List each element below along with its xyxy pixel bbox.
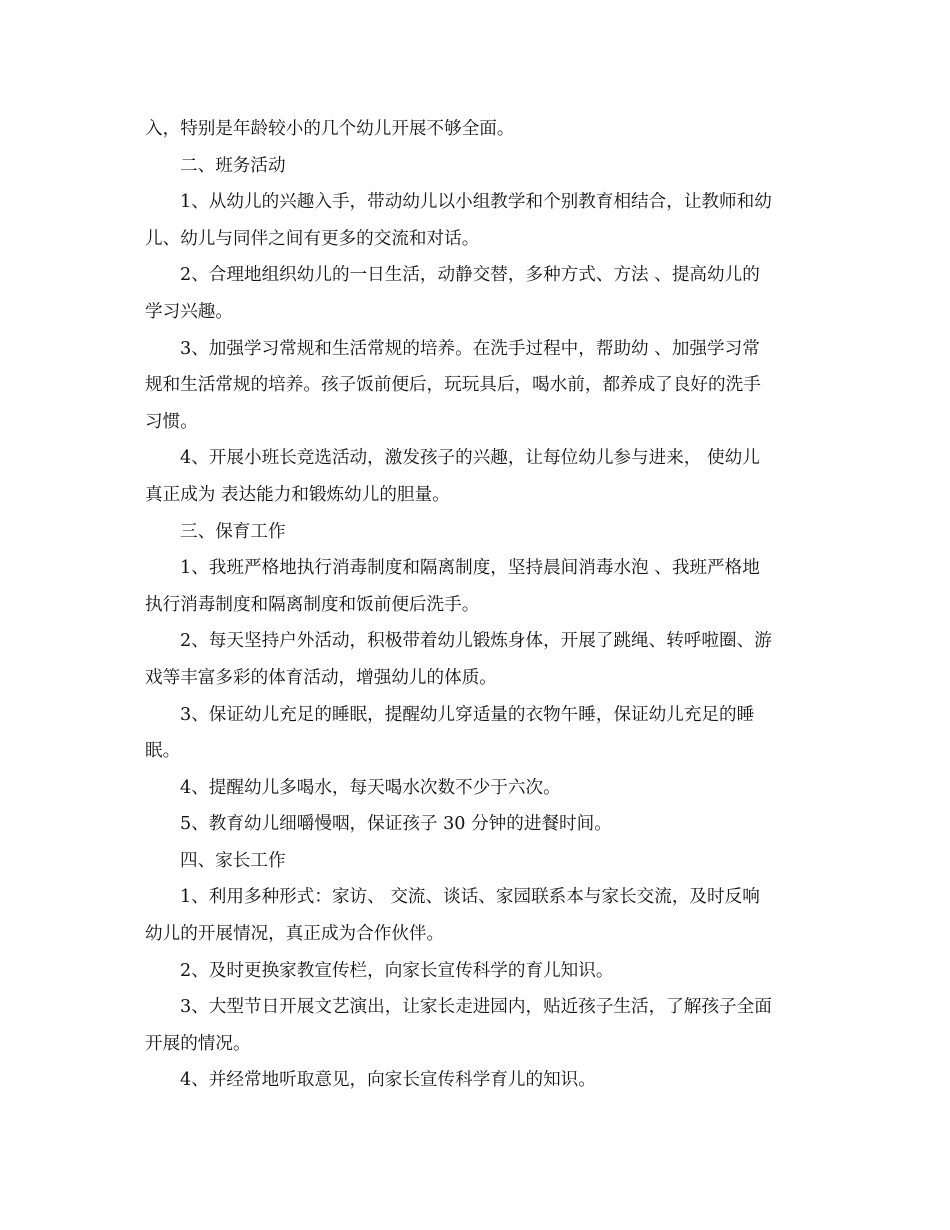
text-line-16: 戏等丰富多彩的体育活动，增强幼儿的体质。 (145, 667, 497, 688)
section-heading-banwu: 二、班务活动 (180, 155, 286, 176)
text-line-7: 3、加强学习常规和生活常规的培养。在洗手过程中，帮助幼 、加强学习常 (180, 338, 760, 359)
text-line-15: 2、每天坚持户外活动，积极带着幼儿锻炼身体，开展了跳绳、转呼啦圈、游 (180, 631, 772, 652)
text-line-9: 习惯。 (145, 411, 198, 432)
document-body (145, 111, 810, 1099)
text-line-19: 4、提醒幼儿多喝水，每天喝水次数不少于六次。 (180, 777, 561, 798)
text-line-23: 幼儿的开展情况，真正成为合作伙伴。 (145, 924, 445, 945)
text-line-27: 4、并经常地听取意见，向家长宣传科学育儿的知识。 (180, 1070, 596, 1091)
text-line-18: 眠。 (145, 741, 181, 762)
text-line-24: 2、及时更换家教宣传栏，向家长宣传科学的育儿知识。 (180, 960, 614, 981)
text-line-13: 1、我班严格地执行消毒制度和隔离制度，坚持晨间消毒水泡 、我班严格地 (180, 558, 760, 579)
text-line-10: 4、开展小班长竞选活动，激发孩子的兴趣，让每位幼儿参与进来， 使幼儿 (180, 448, 760, 469)
text-line-14: 执行消毒制度和隔离制度和饭前便后洗手。 (145, 594, 480, 615)
text-line-1: 入，特别是年龄较小的几个幼儿开展不够全面。 (145, 119, 515, 139)
text-line-6: 学习兴趣。 (145, 301, 233, 322)
text-line-8: 规和生活常规的培养。孩子饭前便后，玩玩具后，喝水前，都养成了良好的洗手 (145, 375, 761, 396)
text-line-11: 真正成为 表达能力和锻炼幼儿的胆量。 (145, 484, 450, 505)
section-heading-baoyu: 三、保育工作 (180, 521, 286, 542)
text-line-17: 3、保证幼儿充足的睡眠，提醒幼儿穿适量的衣物午睡，保证幼儿充足的睡 (180, 704, 755, 725)
section-heading-jiazhang: 四、家长工作 (180, 850, 286, 871)
text-line-22: 1、利用多种形式：家访、 交流、谈话、家园联系本与家长交流，及时反响 (180, 887, 760, 908)
text-line-25: 3、大型节日开展文艺演出，让家长走进园内，贴近孩子生活，了解孩子全面 (180, 997, 772, 1018)
text-line-5: 2、合理地组织幼儿的一日生活，动静交替，多种方式、方法 、提高幼儿的 (180, 265, 760, 286)
text-line-26: 开展的情况。 (145, 1033, 251, 1054)
text-line-20: 5、教育幼儿细嚼慢咽，保证孩子 30 分钟的进餐时间。 (180, 814, 612, 835)
text-line-4: 儿、幼儿与同伴之间有更多的交流和对话。 (145, 228, 480, 249)
text-line-3: 1、从幼儿的兴趣入手，带动幼儿以小组教学和个别教育相结合，让教师和幼 (180, 192, 772, 213)
